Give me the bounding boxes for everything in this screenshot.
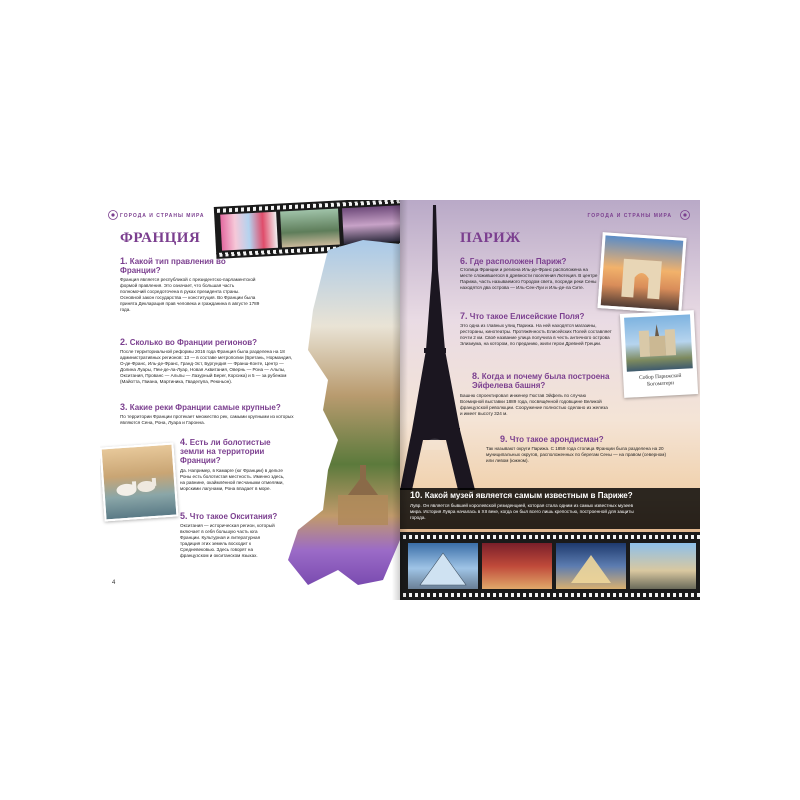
question-6-heading — [460, 257, 600, 266]
question-9-heading — [500, 435, 650, 444]
question-8-heading — [472, 372, 612, 390]
question-text: Какие реки Франции самые крупные? — [129, 403, 281, 412]
question-number: 1. — [120, 256, 128, 266]
question-3-answer: По территории Франции протекает множество рек, самыми крупными из которых являются Сена, Рона, Луара и Гаронна. — [120, 414, 294, 425]
book-spread — [100, 200, 700, 600]
question-text: Что такое Окситания? — [189, 512, 278, 521]
question-number: 4. — [180, 437, 188, 447]
question-10-answer: Лувр. Он является бывшей королевской резиденцией, которая стала одним из самых известных музеев мира. История Лувра началась в XII веке, когда он был всего лишь крепостью, построенной для защиты города. — [410, 503, 634, 520]
question-number: 3. — [120, 402, 128, 412]
question-text: Когда и почему была построена Эйфелева башня? — [472, 372, 610, 390]
question-number: 6. — [460, 256, 468, 266]
pyramid-icon — [556, 543, 626, 589]
horses-icon — [102, 445, 177, 520]
photo-caption: Собор Парижской Богоматери — [638, 372, 682, 388]
question-3-heading — [120, 403, 310, 412]
question-number: 8. — [472, 371, 480, 381]
arch-icon — [601, 235, 684, 310]
question-10-panel — [400, 488, 700, 529]
question-number: 2. — [120, 337, 128, 347]
question-text: Что такое арондисман? — [509, 435, 604, 444]
question-9-answer: Так называют округи Парижа. С 1859 года столица Франции была разделена на 20 муниципальных округов, расположенных по берегам Сены — на правом (северном) или левом (южном). — [486, 446, 666, 463]
film-strip-bottom — [400, 532, 700, 600]
question-10-heading — [410, 491, 695, 500]
question-1-heading — [120, 257, 260, 275]
photo-camargue-horses — [100, 443, 178, 522]
question-2-answer: После территориальной реформы 2016 года Франция была разделена на 18 административных регионов: 13 — в составе метрополии (Бретань, Нормандия, О-де-Франс, Иль-де-Франс, Гранд-Эст, Бургундия — Франш-Конте, Центр — Долина Луары, Пеи-де-ла-Луар, Новая Аквитания, Овернь — Рона — Альпы, Окситания, Прованс — Альпы — Лазурный Берег, Корсика) и 5 — за рубежом (Майотта, Гвиана, Мартиника, Гваделупа, Реюньон). — [120, 349, 293, 384]
notre-dame-image — [624, 314, 693, 371]
flower-icon — [108, 210, 118, 220]
photo-louvre-interior — [482, 543, 552, 589]
question-6-answer: Столица Франции и региона Иль-де-Франс расположена на месте сложившегося в древности поселения Лютеция. В центре Парижа, часть называемого Городом света, посреди реки Сены находятся два острова — Иль-Сен-Луи и Иль-де-ла Сите. — [460, 267, 598, 290]
question-2-heading — [120, 338, 290, 347]
question-4-answer: Да. Например, в Камарге (юг Франции) в дельте Роны есть болотистая местность. Именно здесь, на равнине, окаймлённой песчаными отмелями, морскими лагунами, Рона впадает в море. — [180, 468, 285, 491]
question-number: 9. — [500, 434, 508, 444]
question-7-heading — [460, 312, 620, 321]
question-4-heading — [180, 438, 290, 465]
question-text: Где расположен Париж? — [469, 257, 567, 266]
question-5-heading — [180, 512, 300, 521]
page-number: 4 — [112, 580, 116, 586]
question-text: Есть ли болотистые земли на территории Франции? — [180, 438, 271, 465]
photo-louvre-pyramid — [408, 543, 478, 589]
right-page — [400, 200, 700, 600]
photo-arc-de-triomphe — [597, 232, 686, 314]
section-header: ГОРОДА И СТРАНЫ МИРА — [120, 213, 205, 219]
photo-louvre-night — [556, 543, 626, 589]
page-title: ПАРИЖ — [460, 230, 521, 246]
cathedral-icon — [624, 314, 693, 371]
question-text: Сколько во Франции регионов? — [129, 338, 258, 347]
question-number: 5. — [180, 511, 188, 521]
book-spine — [392, 200, 408, 600]
flower-icon — [680, 210, 690, 220]
question-5-answer: Окситания — историческая регион, который включает в себя большую часть юга Франции. Культурная и литературная традиция этих земель восходит к Средневековью. Здесь говорят на французском и окситанском языках. — [180, 523, 275, 558]
left-page — [100, 200, 400, 600]
section-header: ГОРОДА И СТРАНЫ МИРА — [587, 213, 672, 219]
question-text: Какой тип правления во Франции? — [120, 257, 226, 275]
page-title: ФРАНЦИЯ — [120, 230, 201, 246]
question-number: 7. — [460, 311, 468, 321]
pyramid-icon — [408, 543, 478, 589]
question-1-answer: Франция является республикой с президентско-парламентской формой правления. Это означает, что большая часть полномочий сосредоточена в руках президента страны. Основной закон государства — конституция. Во Франции была принята Декларация прав человека и гражданина в августе 1789 года. — [120, 277, 260, 312]
question-7-answer: Это одна из главных улиц Парижа. На ней находятся магазины, рестораны, кинотеатры. Протяжённость Елисейских Полей составляет почти 2 км. Своё название улица получила в честь античного острова Элизиума, на котором, по преданию, жили герои Древней Греции. — [460, 323, 612, 346]
question-text: Что такое Елисейские Поля? — [469, 312, 585, 321]
question-8-answer: Башню спроектировал инженер Гюстав Эйфель по случаю Всемирной выставки 1889 года, посвящённой годовщине Великой французской революции. Сооружение полностью сделано из железа и имеет высоту 324 м. — [460, 393, 608, 416]
photo-louvre-palace — [630, 543, 696, 589]
question-text: Какой музей является самым известным в Париже? — [424, 491, 633, 500]
photo-notre-dame — [620, 310, 698, 398]
question-number: 10. — [410, 490, 423, 500]
